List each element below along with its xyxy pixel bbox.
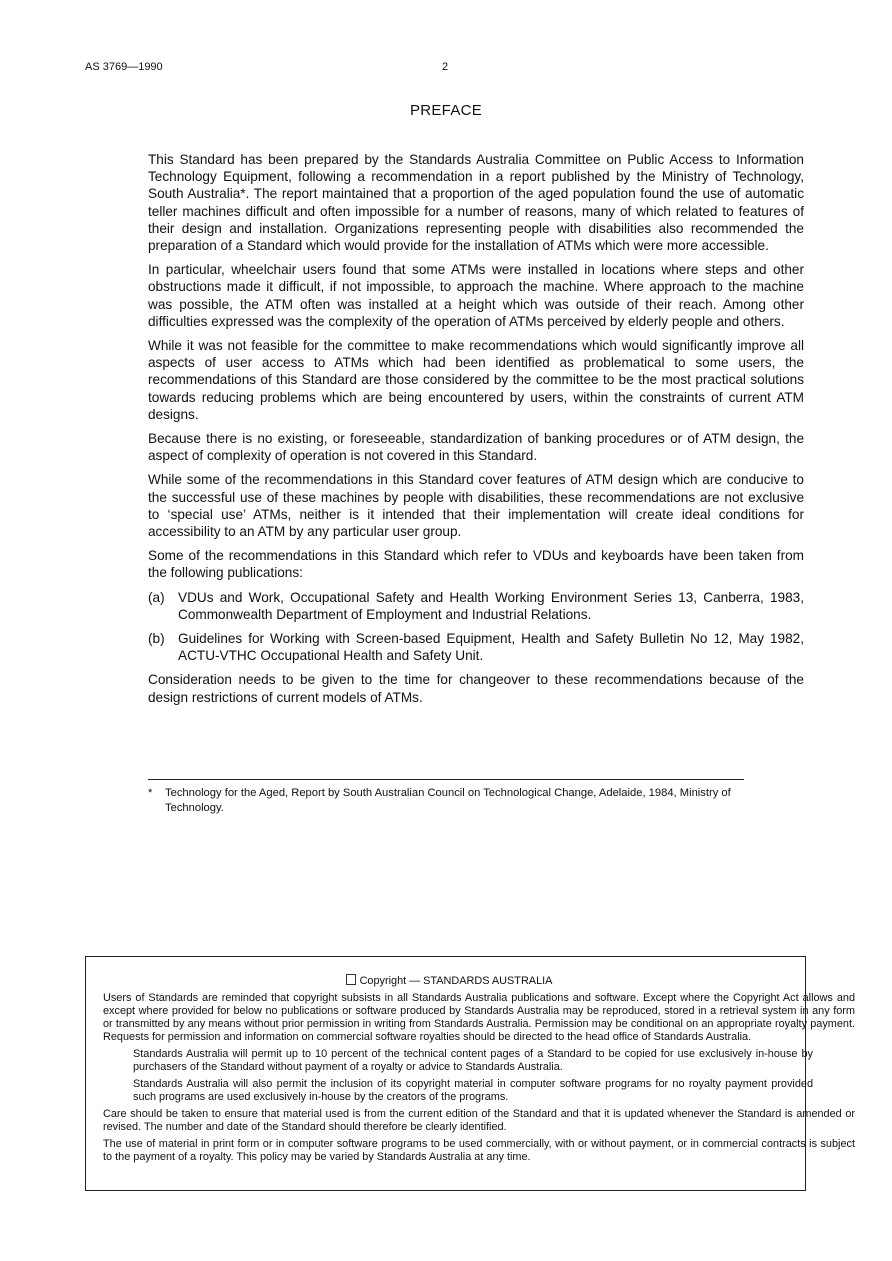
closing-paragraph: Consideration needs to be given to the time for changeover to these recommendations because of the design restrictions of current models of ATMs. (148, 672, 804, 705)
paragraph: Some of the recommendations in this Standard which refer to VDUs and keyboards have been taken from the following publications: (148, 548, 804, 581)
list-text: Guidelines for Working with Screen-based Equipment, Health and Safety Bulletin No 12, May 1982, ACTU-VTHC Occupational Health and Safety Unit. (178, 631, 804, 664)
footnote-rule (148, 779, 744, 780)
copyright-title-text: Copyright — STANDARDS AUSTRALIA (359, 975, 553, 987)
footnote-mark: * (148, 787, 153, 799)
copyright-symbol-icon (346, 974, 356, 985)
copyright-title (103, 974, 855, 988)
page-number: 2 (442, 61, 449, 73)
publication-item (148, 589, 804, 623)
page-title: PREFACE (409, 102, 483, 119)
paragraph: Because there is no existing, or foreseeable, standardization of banking procedures or of ATM design, the aspect of complexity of operation is not covered in this Standard. (148, 431, 804, 464)
copyright-indented-paragraph: Standards Australia will permit up to 10 percent of the technical content pages of a Standard to be copied for use exclusively in-house by purchasers of the Standard without payment of a royalty or advice to Standards Australia. (133, 1048, 813, 1073)
paragraph: In particular, wheelchair users found that some ATMs were installed in locations where steps and other obstructions made it difficult, if not impossible, to approach the machine. Where approach to the machine was possible, the ATM often was installed at a height which was outside of their reach. Among other difficulties expressed was the complexity of the operation of ATMs perceived by elderly people and others. (148, 262, 804, 329)
list-label: (a) (148, 589, 165, 605)
copyright-box (85, 956, 855, 1191)
paragraph: This Standard has been prepared by the Standards Australia Committee on Public Access to Information Technology Equipment, following a recommendation in a report published by the Ministry of Technology, South Australia*. The report maintained that a proportion of the aged population found the use of automatic teller machines difficult and often impossible for a number of reasons, many of which related to features of their design and installation. Organizations representing people with disabilities also recommended the preparation of a Standard which would provide for the installation of ATMs which were more accessible. (148, 152, 804, 254)
copyright-content (103, 974, 855, 1168)
copyright-paragraph: Users of Standards are reminded that copyright subsists in all Standards Australia publications and software. Except where the Copyright Act allows and except where provided for below no publications or software produced by Standards Australia may be reproduced, stored in a retrieval system in any form or transmitted by any means without prior permission in writing from Standards Australia. Permission may be conditional on an appropriate royalty payment. Requests for permission and information on commercial software royalties should be directed to the head office of Standards Australia. (103, 992, 855, 1043)
preface-body (148, 151, 804, 713)
footnote-text: Technology for the Aged, Report by South Australian Council on Technological Change, Adelaide, 1984, Ministry of Technology. (165, 787, 731, 814)
standard-number: AS 3769—1990 (85, 61, 163, 73)
copyright-indented-paragraph: Standards Australia will also permit the inclusion of its copyright material in computer software programs for no royalty payment provided such programs are used exclusively in-house by the creators of the programs. (133, 1078, 813, 1103)
list-text: VDUs and Work, Occupational Safety and Health Working Environment Series 13, Canberra, 1983, Commonwealth Department of Employment and Industrial Relations. (178, 589, 804, 622)
footnote (148, 786, 788, 815)
copyright-paragraph: The use of material in print form or in computer software programs to be used commercially, with or without payment, or in commercial contracts is subject to the payment of a royalty. This policy may be varied by Standards Australia at any time. (103, 1138, 855, 1163)
paragraph: While it was not feasible for the committee to make recommendations which would significantly improve all aspects of user access to ATMs which had been identified as problematical to some users, the recommendations of this Standard are those considered by the committee to be the most practical solutions towards reducing problems which are being encountered by users, within the constraints of current ATM designs. (148, 338, 804, 422)
copyright-paragraph: Care should be taken to ensure that material used is from the current edition of the Standard and that it is updated whenever the Standard is amended or revised. The number and date of the Standard should therefore be clearly identified. (103, 1108, 855, 1133)
list-label: (b) (148, 631, 165, 647)
paragraph: While some of the recommendations in this Standard cover features of ATM design which are conducive to the successful use of these machines by people with disabilities, these recommendations are not exclusive to ‘special use’ ATMs, neither is it intended that their implementation will create ideal conditions for accessibility to an ATM by any particular user group. (148, 472, 804, 540)
publication-item (148, 630, 804, 664)
